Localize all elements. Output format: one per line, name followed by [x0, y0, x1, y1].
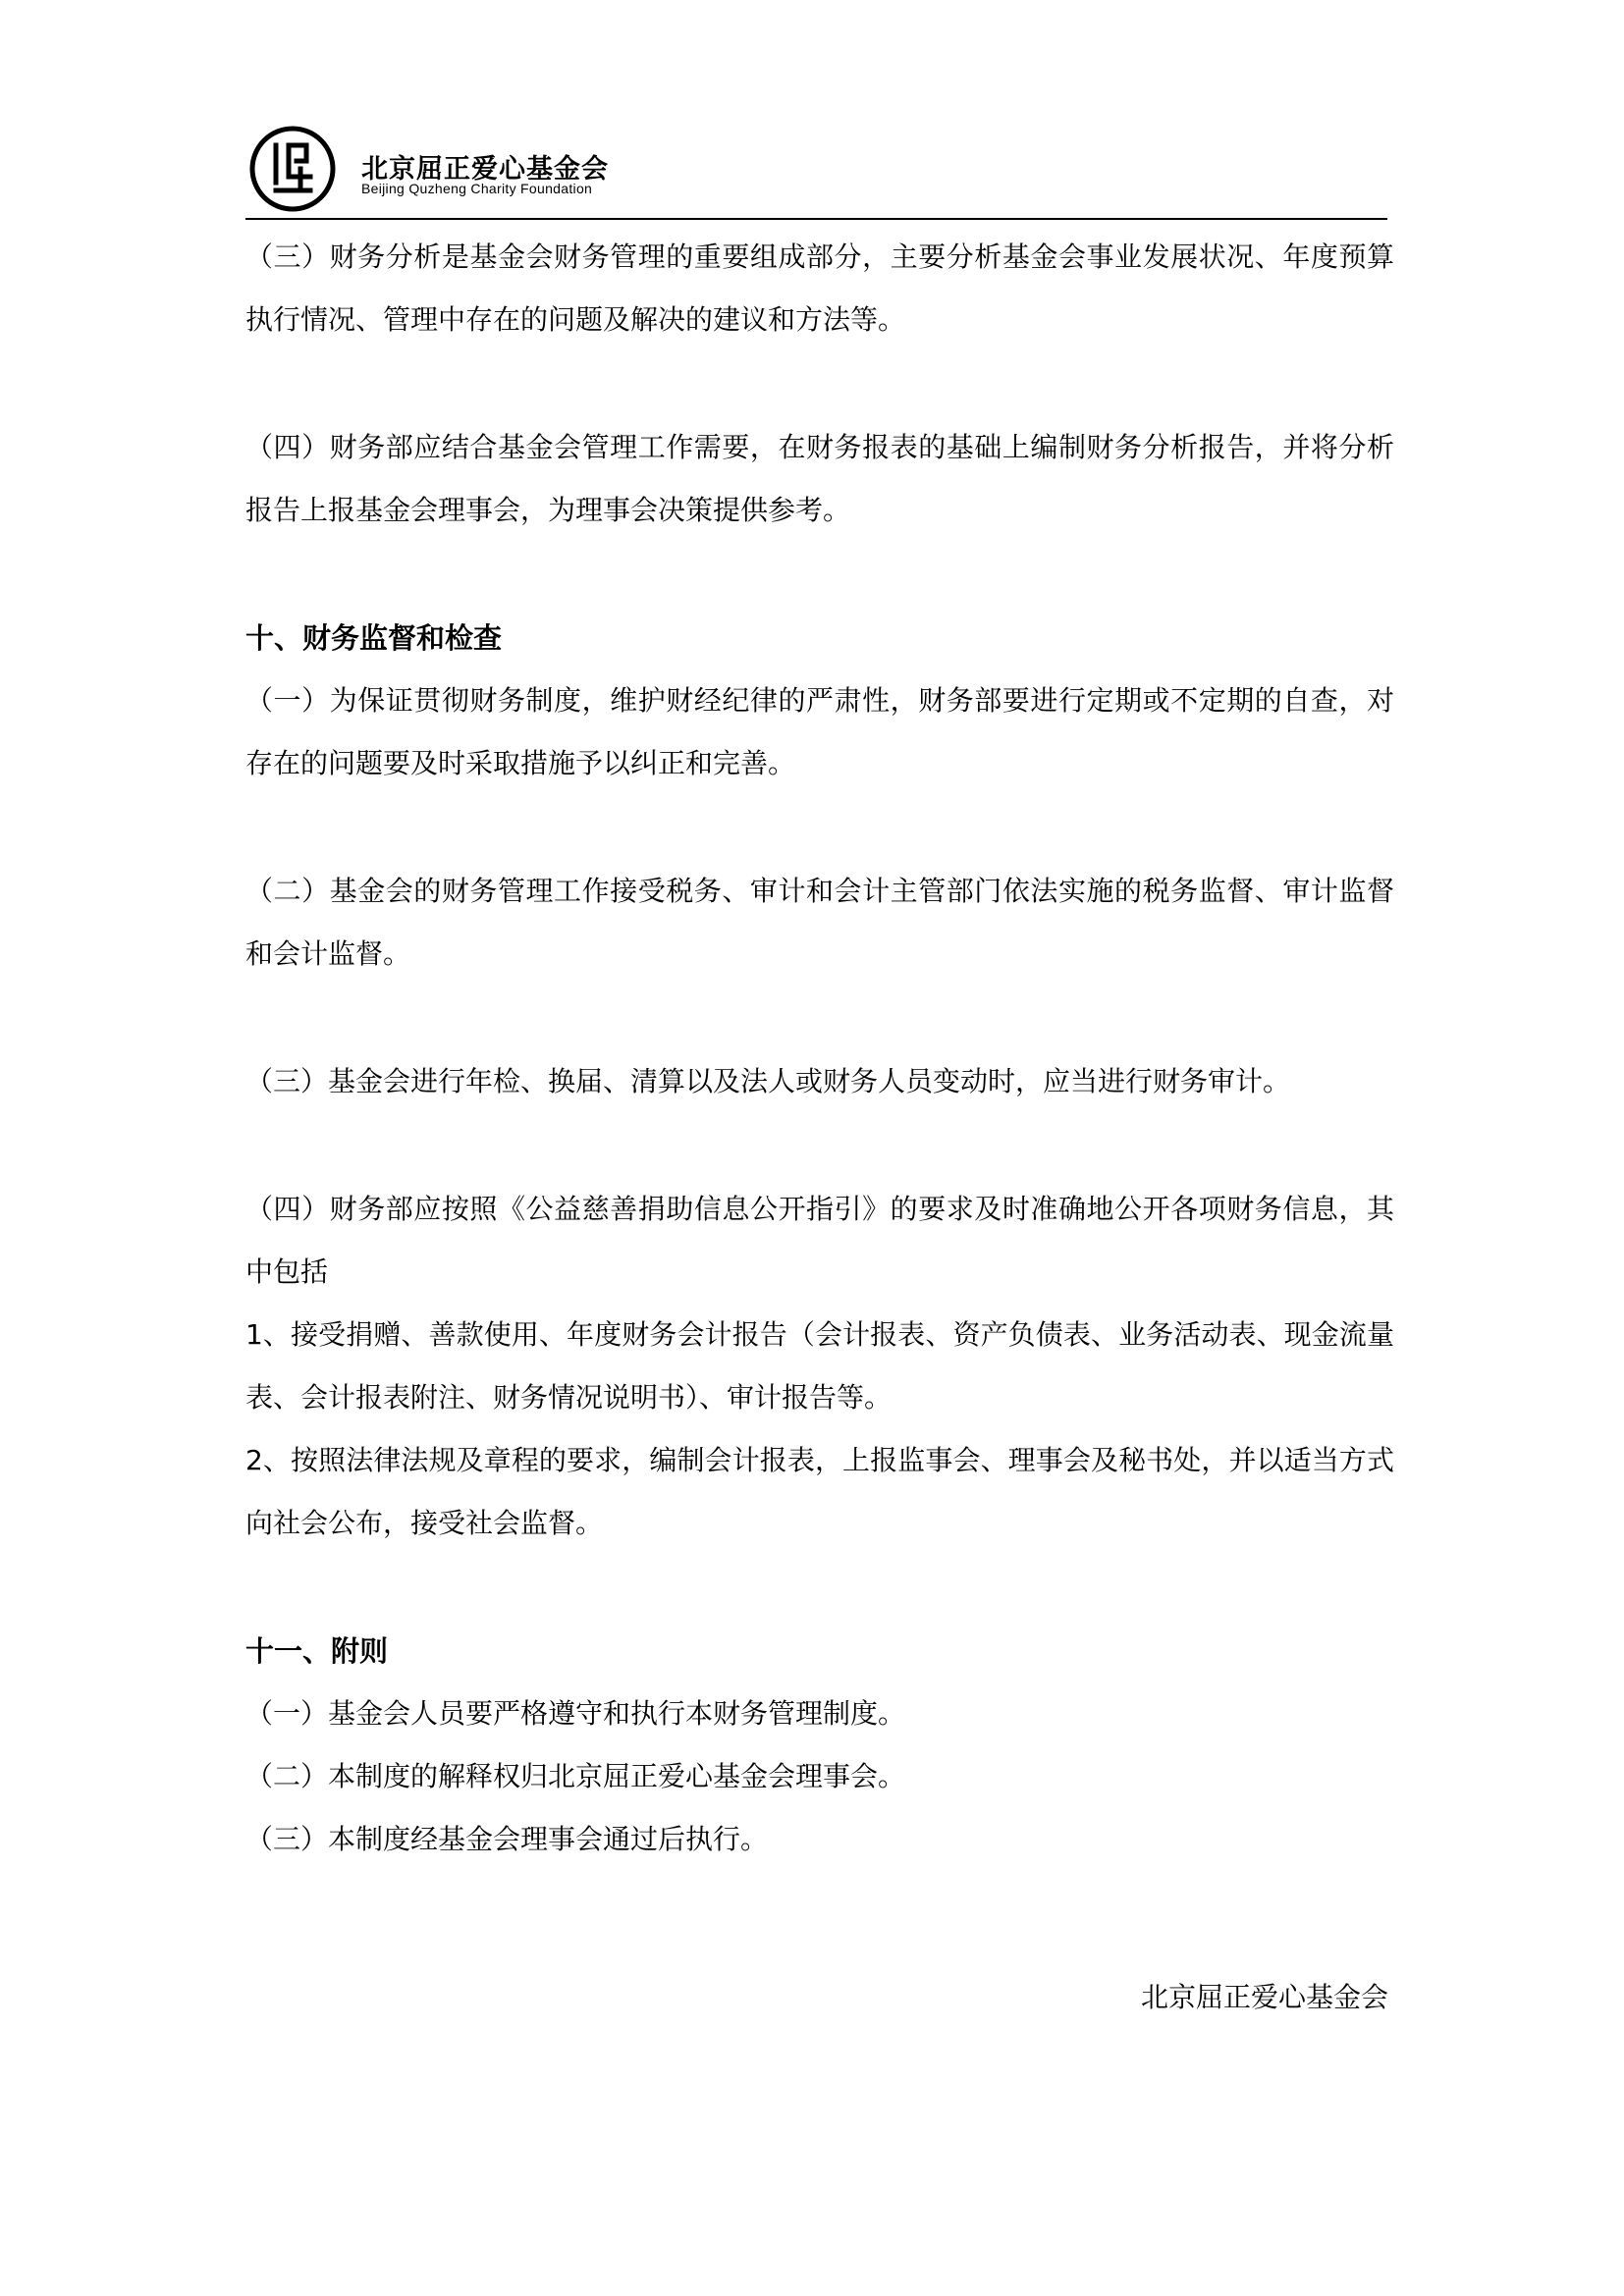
paragraph-s10-2: （二）基金会的财务管理工作接受税务、审计和会计主管部门依法实施的税务监督、审计监督和会计监督。: [245, 875, 1394, 970]
document-body: [245, 226, 1394, 1871]
list-item-2: 2、按照法律法规及章程的要求，编制会计报表，上报监事会、理事会及秘书处，并以适当方式向社会公布，接受社会监督。: [245, 1444, 1394, 1539]
paragraph-s10-4: （四）财务部应按照《公益慈善捐助信息公开指引》的要求及时准确地公开各项财务信息，其中包括: [245, 1193, 1394, 1288]
org-name-cn: 北京屈正爱心基金会: [361, 154, 609, 185]
paragraph-s10-1: （一）为保证贯彻财务制度，维护财经纪律的严肃性，财务部要进行定期或不定期的自查，对存在的问题要及时采取措施予以纠正和完善。: [245, 684, 1394, 779]
org-name-en: Beijing Quzheng Charity Foundation: [361, 181, 593, 196]
paragraph-s10-3: （三）基金会进行年检、换届、清算以及法人或财务人员变动时，应当进行财务审计。: [245, 1065, 1291, 1097]
paragraph-s11-2: （二）本制度的解释权归北京屈正爱心基金会理事会。: [245, 1760, 906, 1792]
paragraph-s11-3: （三）本制度经基金会理事会通过后执行。: [245, 1823, 769, 1855]
paragraph-s11-1: （一）基金会人员要严格遵守和执行本财务管理制度。: [245, 1697, 906, 1730]
section-11-title: 十一、附则: [245, 1634, 389, 1668]
section-10-title: 十、财务监督和检查: [245, 621, 503, 655]
signature: 北京屈正爱心基金会: [1140, 1981, 1388, 2013]
paragraph-cont-4: （四）财务部应结合基金会管理工作需要，在财务报表的基础上编制财务分析报告，并将分析报告上报基金会理事会，为理事会决策提供参考。: [245, 431, 1394, 526]
header-divider: [245, 218, 1387, 220]
quzheng-logo-icon: [249, 126, 336, 212]
letterhead: [245, 121, 1387, 219]
list-item-1: 1、接受捐赠、善款使用、年度财务会计报告（会计报表、资产负债表、业务活动表、现金流量表、会计报表附注、财务情况说明书）、审计报告等。: [245, 1318, 1394, 1414]
paragraph-cont-3: （三）财务分析是基金会财务管理的重要组成部分，主要分析基金会事业发展状况、年度预算执行情况、管理中存在的问题及解决的建议和方法等。: [245, 240, 1394, 336]
